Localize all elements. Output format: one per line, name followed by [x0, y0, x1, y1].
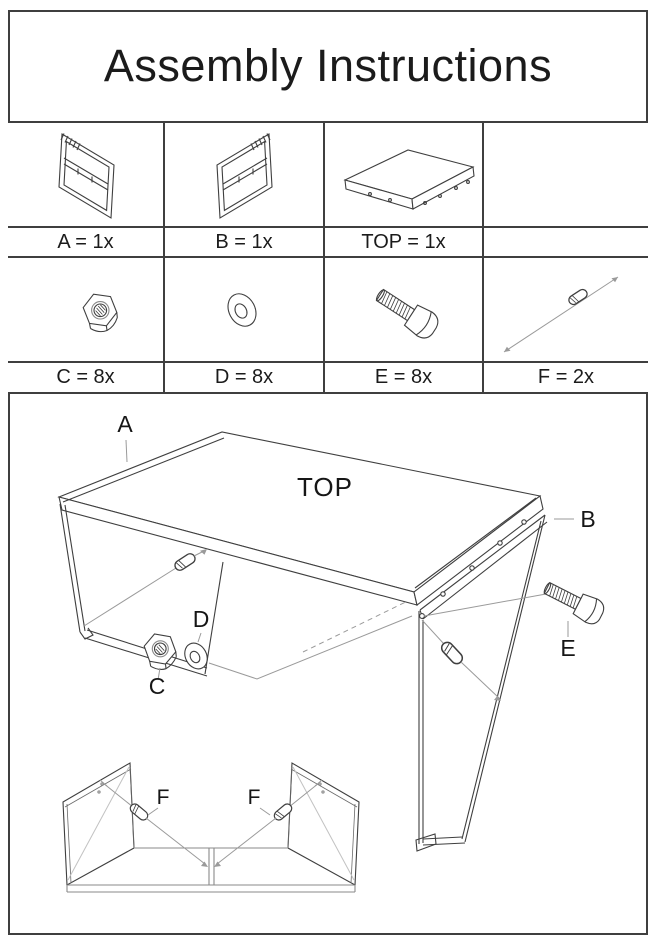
part-f-cell	[484, 258, 648, 363]
top-label: TOP	[297, 472, 353, 502]
label-d: D	[192, 606, 210, 632]
frame-a-drawing	[8, 123, 163, 226]
hex-bolt-drawing	[325, 258, 482, 361]
part-a-label: A = 1x	[8, 228, 165, 258]
part-top-cell	[325, 123, 484, 228]
assembly-diagram-svg	[8, 392, 648, 935]
frame-b-drawing	[165, 123, 323, 226]
label-c: C	[148, 673, 166, 699]
bolt-hole	[420, 614, 425, 619]
empty-cell	[484, 123, 648, 228]
label-f-right: F	[247, 786, 261, 809]
cable-step-diagram	[63, 763, 359, 892]
label-b: B	[580, 506, 596, 532]
part-d-label: D = 8x	[165, 363, 325, 394]
tabletop-drawing	[325, 123, 482, 226]
part-c-label: C = 8x	[8, 363, 165, 394]
label-e: E	[560, 635, 576, 661]
washer-drawing	[165, 258, 323, 361]
tabletop	[59, 432, 543, 605]
part-top-label: TOP = 1x	[325, 228, 484, 258]
part-c-cell	[8, 258, 165, 363]
part-b-cell	[165, 123, 325, 228]
part-e-cell	[325, 258, 484, 363]
hex-nut-drawing	[8, 258, 163, 361]
hardware-c-d	[144, 606, 412, 699]
part-f-label: F = 2x	[484, 363, 648, 394]
empty-label	[484, 228, 648, 258]
part-a-cell	[8, 123, 165, 228]
assembly-diagram	[8, 392, 648, 935]
nut-c	[144, 634, 176, 664]
label-f-left: F	[156, 786, 170, 809]
page-title: Assembly Instructions	[103, 39, 553, 91]
part-e-label: E = 8x	[325, 363, 484, 394]
part-b-label: B = 1x	[165, 228, 325, 258]
cable-turnbuckle-drawing	[485, 258, 647, 361]
label-a: A	[117, 411, 133, 437]
part-d-cell	[165, 258, 325, 363]
parts-table	[8, 121, 648, 394]
